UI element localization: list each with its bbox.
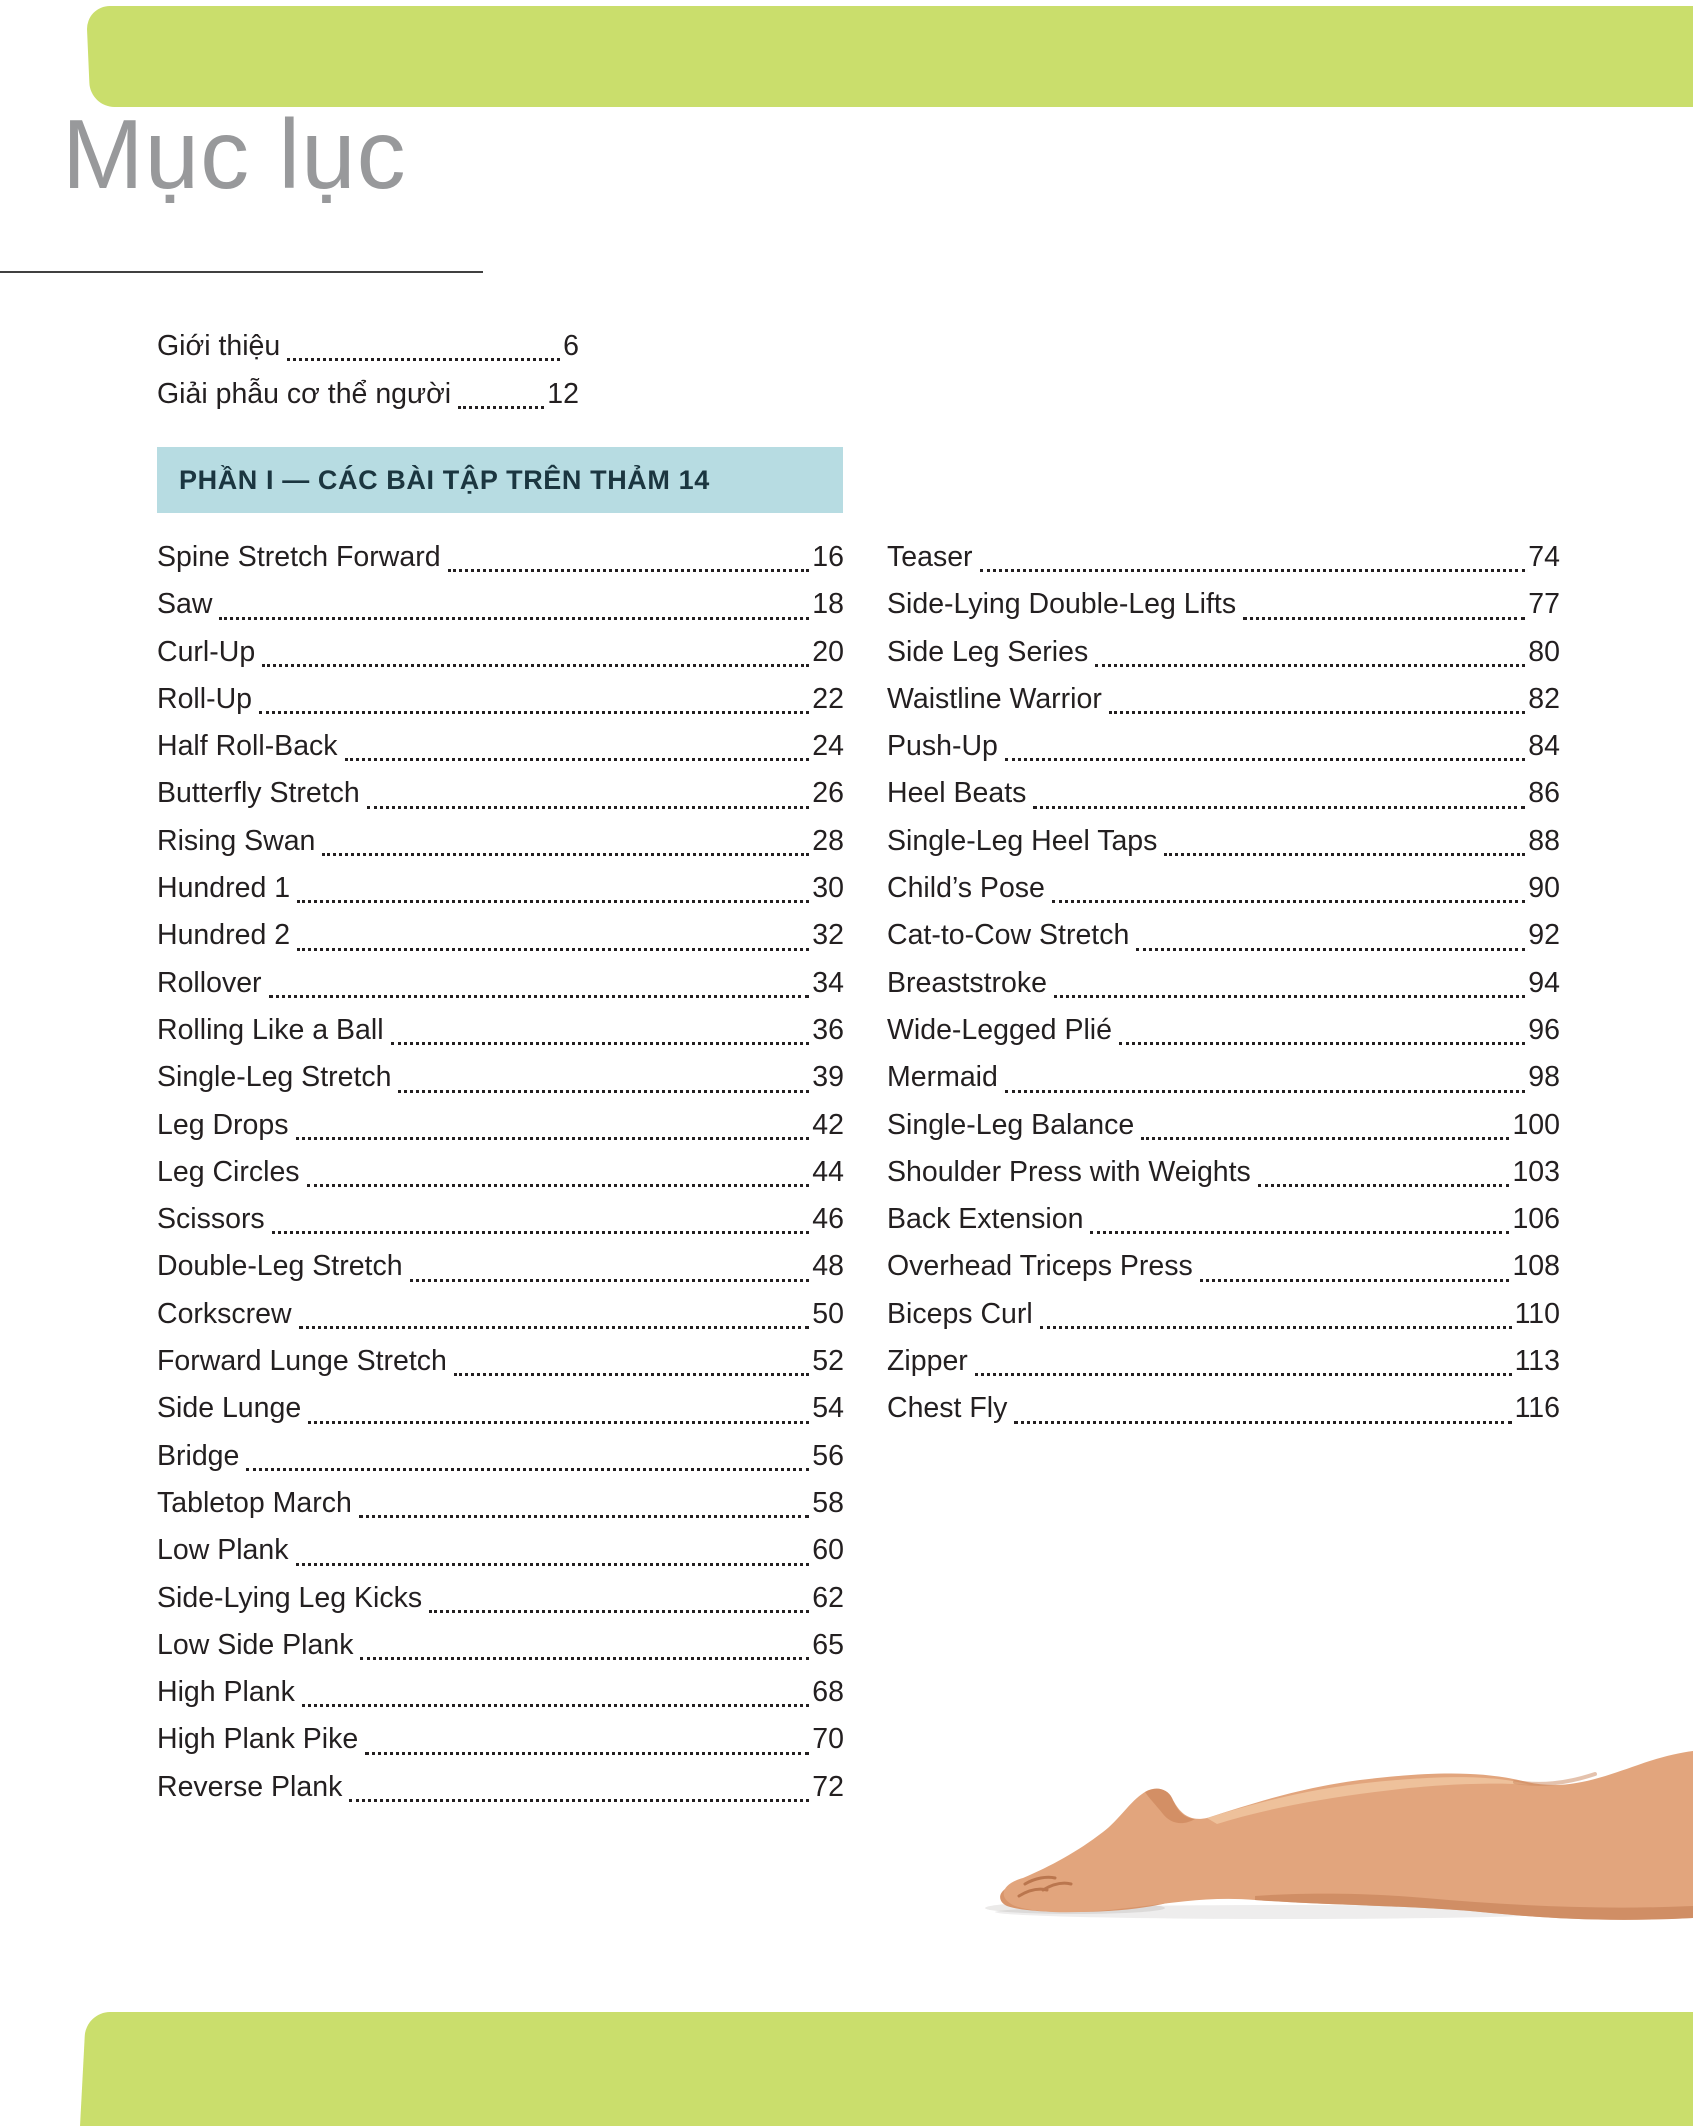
entry-label: Low Plank [157,1534,289,1567]
dot-leader [975,1373,1512,1376]
toc-entry [887,1338,1560,1385]
entry-page-number: 103 [1512,1155,1560,1188]
toc-entry [887,770,1560,817]
toc-entry [157,960,844,1007]
entry-page-number: 48 [812,1250,844,1283]
entry-page-number: 56 [812,1439,844,1472]
entry-label: Back Extension [887,1203,1084,1236]
entry-label: Cat-to-Cow Stretch [887,919,1130,952]
dot-leader [1040,1326,1512,1329]
entry-label: Wide-Legged Plié [887,1013,1112,1046]
toc-entry [157,1764,844,1811]
entry-page-number: 46 [812,1203,844,1236]
toc-entry [887,865,1560,912]
entry-label: Side-Lying Leg Kicks [157,1581,423,1614]
entry-page-number: 52 [812,1345,844,1378]
toc-entry [887,1054,1560,1101]
toc-entry [887,629,1560,676]
toc-entry [157,723,844,770]
dot-leader [307,1184,810,1187]
dot-leader [410,1279,810,1282]
dot-leader [297,948,809,951]
toc-entry [887,1007,1560,1054]
dot-leader [262,664,809,667]
toc-entry [157,1196,844,1243]
toc-entry [157,1480,844,1527]
entry-page-number: 6 [563,330,579,362]
entry-label: Mermaid [887,1061,998,1094]
entry-page-number: 44 [812,1155,844,1188]
dot-leader [296,1563,810,1566]
dot-leader [365,1752,809,1755]
entry-page-number: 22 [812,682,844,715]
dot-leader [259,711,809,714]
entry-label: Single-Leg Balance [887,1108,1135,1141]
entry-page-number: 36 [812,1013,844,1046]
dot-leader [1141,1137,1509,1140]
entry-label: Push-Up [887,730,998,763]
entry-label: Half Roll-Back [157,730,338,763]
entry-label: Bridge [157,1439,240,1472]
toc-entry [157,676,844,723]
entry-label: Teaser [887,541,973,573]
toc-entry [887,1243,1560,1290]
dot-leader [391,1042,810,1045]
entry-page-number: 68 [812,1676,844,1709]
entry-label: Rolling Like a Ball [157,1013,384,1046]
dot-leader [1005,758,1525,761]
entry-label: Tabletop March [157,1486,352,1519]
dot-leader [219,617,809,620]
page-title: Mục lục [62,99,407,209]
entry-page-number: 72 [812,1770,844,1803]
dot-leader [458,406,544,409]
entry-page-number: 32 [812,919,844,952]
entry-page-number: 80 [1528,635,1560,668]
toc-entry [887,912,1560,959]
dot-leader [345,758,810,761]
toc-entry [887,960,1560,1007]
dot-leader [448,569,810,572]
entry-label: Child’s Pose [887,872,1045,905]
entry-label: Biceps Curl [887,1297,1033,1330]
dot-leader [429,1610,809,1613]
entry-page-number: 42 [812,1108,844,1141]
entry-page-number: 18 [812,588,844,621]
entry-label: Scissors [157,1203,265,1236]
dot-leader [360,1657,809,1660]
entry-page-number: 34 [812,966,844,999]
toc-entry [157,1669,844,1716]
entry-page-number: 90 [1528,872,1560,905]
dot-leader [349,1799,809,1802]
toc-entry [157,370,579,418]
toc-left-column [157,534,844,1811]
entry-label: Shoulder Press with Weights [887,1155,1251,1188]
dot-leader [1033,806,1525,809]
title-rule [0,271,483,273]
entry-page-number: 106 [1512,1203,1560,1236]
entry-page-number: 100 [1512,1108,1560,1141]
toc-entry [887,1196,1560,1243]
entry-page-number: 108 [1512,1250,1560,1283]
entry-label: Butterfly Stretch [157,777,360,810]
toc-entry [157,1243,844,1290]
toc-entry [887,1149,1560,1196]
entry-label: High Plank Pike [157,1723,359,1756]
entry-page-number: 86 [1528,777,1560,810]
toc-right-column [887,534,1560,1433]
entry-label: Chest Fly [887,1392,1008,1425]
entry-label: Hundred 2 [157,919,291,952]
toc-entry [887,1102,1560,1149]
toc-entry [887,1291,1560,1338]
dot-leader [367,806,810,809]
dot-leader [308,1421,809,1424]
entry-label: Giải phẫu cơ thể người [157,378,452,410]
dot-leader [1258,1184,1510,1187]
entry-page-number: 77 [1528,588,1560,621]
dot-leader [269,995,810,998]
dot-leader [296,1137,810,1140]
toc-entry [887,534,1560,581]
entry-label: Overhead Triceps Press [887,1250,1193,1283]
entry-label: Side Lunge [157,1392,302,1425]
entry-page-number: 82 [1528,682,1560,715]
entry-label: Leg Drops [157,1108,289,1141]
dot-leader [1164,853,1525,856]
entry-page-number: 65 [812,1628,844,1661]
toc-entry [887,581,1560,628]
toc-entry [157,1433,844,1480]
dot-leader [454,1373,809,1376]
toc-entry [887,723,1560,770]
entry-label: Side Leg Series [887,635,1089,668]
intro-toc-list [157,322,579,418]
toc-entry [157,1338,844,1385]
toc-entry [157,534,844,581]
dot-leader [1109,711,1525,714]
dot-leader [299,1326,810,1329]
entry-page-number: 84 [1528,730,1560,763]
entry-page-number: 24 [812,730,844,763]
entry-page-number: 94 [1528,966,1560,999]
toc-entry [157,1149,844,1196]
toc-entry [157,322,579,370]
entry-label: Spine Stretch Forward [157,541,441,573]
entry-label: Rising Swan [157,824,316,857]
dot-leader [1052,900,1525,903]
entry-page-number: 113 [1514,1345,1560,1378]
entry-page-number: 54 [812,1392,844,1425]
entry-page-number: 60 [812,1534,844,1567]
toc-entry [157,912,844,959]
entry-label: Giới thiệu [157,330,281,362]
toc-entry [887,676,1560,723]
toc-entry [157,1054,844,1101]
section-banner-label: PHẦN I — CÁC BÀI TẬP TRÊN THẢM 14 [179,464,710,495]
toc-entry [157,1622,844,1669]
entry-label: Waistline Warrior [887,682,1102,715]
toc-entry [157,1291,844,1338]
entry-label: Rollover [157,966,262,999]
entry-label: Double-Leg Stretch [157,1250,403,1283]
entry-page-number: 98 [1528,1061,1560,1094]
dot-leader [1005,1090,1525,1093]
dot-leader [398,1090,809,1093]
toc-entry [157,1385,844,1432]
dot-leader [1014,1421,1511,1424]
entry-label: Curl-Up [157,635,256,668]
toc-entry [157,629,844,676]
entry-label: Saw [157,588,213,621]
dot-leader [1119,1042,1525,1045]
entry-page-number: 74 [1528,541,1560,573]
entry-page-number: 39 [812,1061,844,1094]
entry-label: Side-Lying Double-Leg Lifts [887,588,1237,621]
dot-leader [1200,1279,1510,1282]
entry-page-number: 26 [812,777,844,810]
footer-accent-bar [79,2012,1693,2126]
entry-page-number: 50 [812,1297,844,1330]
entry-page-number: 12 [547,378,579,410]
entry-page-number: 110 [1514,1297,1560,1330]
entry-page-number: 16 [812,541,844,573]
toc-entry [157,1716,844,1763]
toc-entry [887,818,1560,865]
legs-photo-illustration [955,1738,1693,1923]
entry-label: Forward Lunge Stretch [157,1345,447,1378]
dot-leader [287,358,560,361]
toc-entry [157,1575,844,1622]
entry-label: Leg Circles [157,1155,300,1188]
entry-label: Low Side Plank [157,1628,354,1661]
toc-entry [157,1102,844,1149]
dot-leader [1054,995,1525,998]
dot-leader [980,569,1526,572]
dot-leader [302,1704,809,1707]
dot-leader [322,853,809,856]
entry-label: Hundred 1 [157,872,291,905]
toc-entry [157,1007,844,1054]
header-accent-bar [86,6,1693,107]
entry-label: High Plank [157,1676,295,1709]
entry-page-number: 70 [812,1723,844,1756]
dot-leader [272,1231,810,1234]
dot-leader [1243,617,1525,620]
entry-page-number: 30 [812,872,844,905]
dot-leader [1090,1231,1509,1234]
entry-page-number: 62 [812,1581,844,1614]
dot-leader [359,1515,809,1518]
toc-entry [157,1527,844,1574]
dot-leader [246,1468,809,1471]
toc-entry [157,770,844,817]
section-banner [157,447,843,513]
entry-page-number: 28 [812,824,844,857]
dot-leader [1136,948,1525,951]
entry-label: Reverse Plank [157,1770,343,1803]
entry-label: Single-Leg Heel Taps [887,824,1158,857]
entry-label: Zipper [887,1345,968,1378]
entry-page-number: 20 [812,635,844,668]
entry-label: Roll-Up [157,682,253,715]
dot-leader [1095,664,1525,667]
entry-label: Single-Leg Stretch [157,1061,392,1094]
entry-label: Heel Beats [887,777,1027,810]
entry-page-number: 92 [1528,919,1560,952]
toc-entry [887,1385,1560,1432]
entry-page-number: 96 [1528,1013,1560,1046]
toc-entry [157,818,844,865]
entry-label: Breaststroke [887,966,1047,999]
entry-page-number: 116 [1514,1392,1560,1425]
entry-page-number: 88 [1528,824,1560,857]
toc-entry [157,581,844,628]
toc-entry [157,865,844,912]
dot-leader [297,900,809,903]
entry-page-number: 58 [812,1486,844,1519]
entry-label: Corkscrew [157,1297,292,1330]
